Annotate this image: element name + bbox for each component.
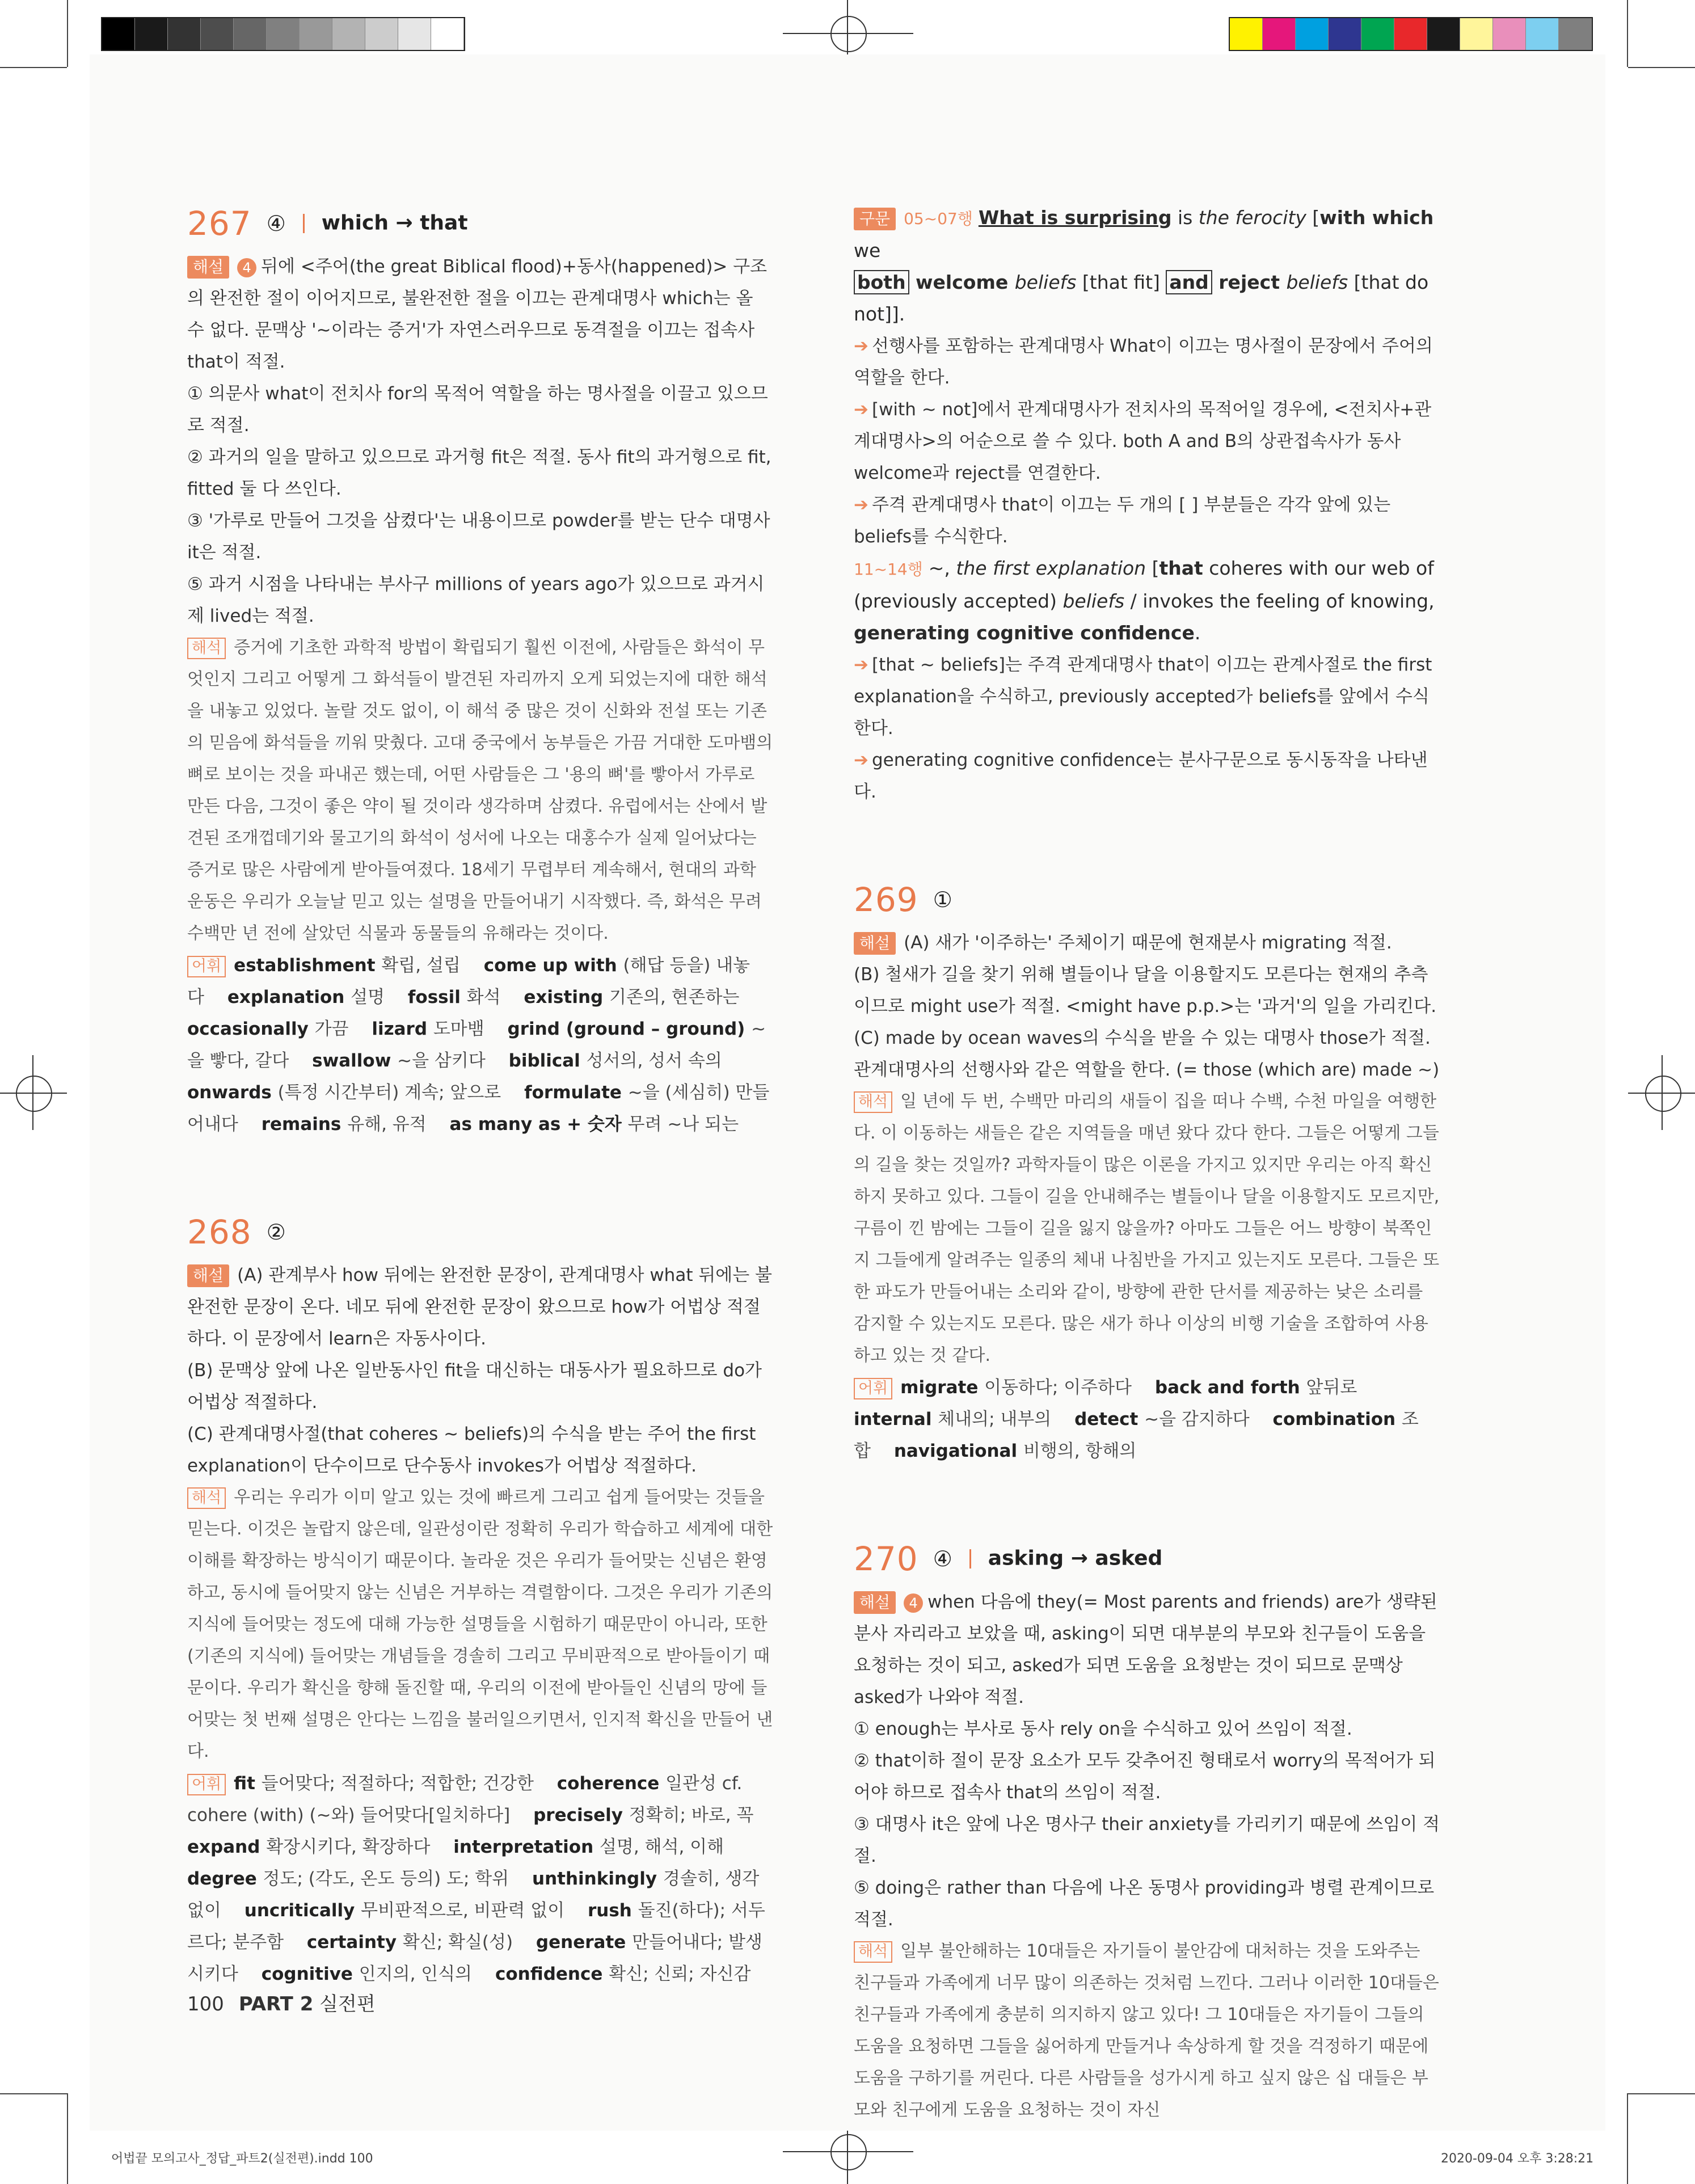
timestamp-slug: 2020-09-04 오후 3:28:21	[1441, 2152, 1594, 2166]
vocab-meaning: ~을 감지하다	[1144, 1409, 1273, 1430]
sentence-part: reject	[1212, 271, 1287, 293]
note-text: [that ~ beliefs]는 주격 관계대명사 that이 이끄는 관계사절로 the first explanation을 수식하고, previously accepted가 beliefs를 앞에서 수식한다.	[854, 655, 1432, 739]
answer-mark: ②	[266, 1219, 286, 1245]
vocab-word: degree	[187, 1869, 263, 1889]
color-swatch	[1493, 18, 1526, 50]
color-swatch	[431, 18, 464, 50]
sentence-part: with which	[1319, 206, 1434, 229]
solution-text: (C) made by ocean waves의 수식을 받을 수 있는 대명사 those가 적절. 관계대명사의 선행사와 같은 역할을 한다. (= those (which are) made ~)	[854, 1028, 1440, 1080]
vocab-meaning: 정확히; 바로, 꼭	[629, 1805, 771, 1825]
divider	[303, 214, 305, 233]
vocab-word: fossil	[407, 987, 467, 1007]
vocab-word: confidence	[495, 1964, 609, 1984]
translation-tag: 해석	[187, 638, 226, 659]
option-note: ② that이하 절이 문장 요소가 모두 갖추어진 형태로서 worry의 목적어가 되어야 하므로 접속사 that의 쓰임이 적절.	[854, 1751, 1436, 1803]
vocabulary-269	[854, 1372, 1442, 1467]
topic: asking → asked	[988, 1546, 1163, 1570]
translation-270	[854, 1936, 1442, 2126]
circled-number: 4	[904, 1593, 923, 1613]
sentence-part: [	[1146, 557, 1159, 579]
vocab-meaning: 정도; (각도, 온도 등의) 도; 학위	[263, 1869, 533, 1889]
vocab-meaning: 체내의; 내부의	[938, 1409, 1075, 1430]
vocab-meaning: 이동하다; 이주하다	[984, 1377, 1155, 1398]
sentence-part: and	[1166, 270, 1212, 294]
translation-text: 증거에 기초한 과학적 방법이 확립되기 훨씬 이전에, 사람들은 화석이 무엇인지 그리고 어떻게 그 화석들이 발견된 자리까지 오게 되었는지에 대한 해석을 내놓고 있었다. 놀랄 것도 없이, 이 해석 중 많은 것이 신화와 전설 또는 기존의 믿음에 화석들을 끼워 맞췄다. 고대 중국에서 농부들은 가끔 거대한 도마뱀의 뼈로 보이는 것을 파내곤 했는데, 어떤 사람들은 그 '용의 뼈'를 빻아서 가루로 만든 다음, 그것이 좋은 약이 될 것이라 생각하며 삼켰다. 유럽에서는 산에서 발견된 조개껍데기와 물고기의 화석이 성서에 나오는 대홍수가 실제 일어났다는 증거로 많은 사람에게 받아들여졌다. 18세기 무렵부터 계속해서, 현대의 과학 운동은 우리가 오늘날 믿고 있는 설명을 만들어내기 시작했다. 즉, 화석은 무려 수백만 년 전에 살았던 식물과 동물들의 유해라는 것이다.	[187, 638, 773, 943]
vocab-word: certainty	[306, 1932, 403, 1953]
vocab-meaning: 무려 ~나 되는	[627, 1114, 757, 1135]
vocab-meaning: 들어맞다; 적절하다; 적합한; 건강한	[261, 1773, 557, 1794]
solution-270	[854, 1586, 1442, 1713]
translation-269	[854, 1086, 1442, 1372]
vocab-word: combination	[1272, 1409, 1402, 1430]
color-swatch	[201, 18, 234, 50]
note-text: [with ~ not]에서 관계대명사가 전치사의 목적어일 경우에, <전치사+관계대명사>의 어순으로 쓸 수 있다. both A and B의 상관접속사가 동사 welcome과 reject를 연결한다.	[854, 399, 1432, 483]
vocab-word: come up with	[483, 955, 623, 976]
vocabulary-tag: 어휘	[187, 956, 226, 977]
color-swatch	[1427, 18, 1460, 50]
color-swatch	[102, 18, 135, 50]
vocab-meaning: 비행의, 항해의	[1023, 1441, 1154, 1461]
structure-note	[854, 649, 1442, 744]
solution-text: (B) 문맥상 앞에 나온 일반동사인 fit을 대신하는 대동사가 필요하므로 do가 어법상 적절하다.	[187, 1360, 762, 1413]
crop-mark	[67, 0, 68, 67]
sentence-part: generating cognitive confidence	[854, 622, 1195, 644]
question-267-header	[187, 200, 775, 245]
sentence-part: What is surprising	[978, 206, 1172, 229]
crop-mark	[1628, 67, 1695, 68]
vocab-meaning: 성서의, 성서 속의	[586, 1051, 740, 1071]
option-note: ③ 대명사 it은 앞에 나온 명사구 their anxiety를 가리키기 때문에 쓰임이 적절.	[854, 1814, 1440, 1866]
sentence-part: the first explanation	[956, 557, 1146, 579]
vocab-word: fit	[234, 1773, 262, 1794]
structure-note	[854, 330, 1442, 394]
structure-note	[854, 744, 1442, 808]
color-swatch	[300, 18, 332, 50]
answer-mark: ④	[266, 210, 286, 236]
topic: which → that	[321, 211, 468, 235]
solution-269	[854, 927, 1442, 959]
vocab-word: rush	[588, 1900, 638, 1921]
part-name: 실전편	[319, 1993, 376, 2016]
question-number: 270	[854, 1539, 918, 1578]
sentence-part: coheres with our web of (previously accepted)	[854, 557, 1434, 612]
sentence-part: beliefs	[1014, 271, 1077, 293]
vocab-word: navigational	[893, 1441, 1023, 1461]
color-swatch	[1526, 18, 1559, 50]
vocab-word: cognitive	[261, 1964, 359, 1984]
color-swatch	[168, 18, 201, 50]
vocab-meaning: ~을 삼키다	[397, 1051, 509, 1071]
question-269-header	[854, 876, 1442, 921]
gray-color-bar	[101, 17, 465, 51]
solution-text: (C) 관계대명사절(that coheres ~ beliefs)의 수식을 받는 주어 the first explanation이 단수이므로 단수동사 invokes가 어법상 적절하다.	[187, 1424, 756, 1476]
registration-mark	[783, 2151, 913, 2152]
color-swatch	[267, 18, 300, 50]
vocab-meaning: 유해, 유적	[347, 1114, 450, 1135]
sentence-part: we	[854, 239, 881, 262]
vocab-meaning: 기존의, 현존하는	[609, 987, 757, 1007]
question-number: 267	[187, 204, 252, 243]
option-note: ② 과거의 일을 말하고 있으므로 과거형 fit은 적절. 동사 fit의 과거형으로 fit, fitted 둘 다 쓰인다.	[187, 447, 771, 499]
solution-268	[187, 1259, 775, 1355]
translation-268	[187, 1482, 775, 1768]
vocab-meaning: 화석	[466, 987, 524, 1007]
structure-tag: 구문	[854, 208, 896, 230]
right-column	[854, 202, 1442, 2126]
vocab-meaning: ~을 (세심히) 만들어내다	[187, 1082, 770, 1135]
vocab-word: uncritically	[244, 1900, 361, 1921]
option-note: ⑤ 과거 시점을 나타내는 부사구 millions of years ago가 있으므로 과거시제 lived는 적절.	[187, 574, 765, 626]
sentence-part: .	[1194, 622, 1201, 644]
registration-mark	[1662, 1055, 1663, 1130]
vocab-word: formulate	[524, 1082, 628, 1103]
vocab-word: swallow	[312, 1051, 398, 1071]
note-text: generating cognitive confidence는 분사구문으로 동시동작을 나타낸다.	[854, 750, 1428, 802]
vocab-meaning: 돌진(하다); 서두르다; 분주함	[187, 1900, 765, 1953]
vocab-word: back and forth	[1154, 1377, 1306, 1398]
divider	[969, 1549, 971, 1569]
vocab-word: precisely	[533, 1805, 629, 1825]
solution-267	[187, 251, 775, 378]
vocabulary-tag: 어휘	[854, 1378, 892, 1399]
vocab-meaning: 가끔	[314, 1019, 372, 1039]
color-swatch	[332, 18, 365, 50]
option-note: ① enough는 부사로 동사 rely on을 수식하고 있어 쓰임이 적절.	[854, 1719, 1352, 1739]
answer-mark: ④	[933, 1546, 952, 1571]
vocab-meaning: 경솔히, 생각 없이	[187, 1869, 760, 1921]
vocab-word: grind (ground – ground)	[507, 1019, 752, 1039]
structure-sentence-1	[854, 202, 1442, 330]
vocab-word: lizard	[372, 1019, 433, 1039]
color-swatch	[135, 18, 168, 50]
translation-267	[187, 632, 775, 950]
color-swatch	[1296, 18, 1329, 50]
question-number: 269	[854, 880, 918, 919]
color-swatch	[1263, 18, 1296, 50]
crop-mark	[0, 2093, 67, 2094]
sentence-part: that	[1159, 557, 1203, 579]
registration-mark	[1645, 1076, 1681, 1112]
arrow-icon: ➔	[854, 399, 868, 420]
vocab-word: internal	[854, 1409, 938, 1430]
vocab-word: interpretation	[453, 1837, 600, 1857]
vocab-word: occasionally	[187, 1019, 315, 1039]
vocab-meaning: 일관성 cf. cohere (with) (~와) 들어맞다[일치하다]	[187, 1773, 743, 1825]
note-text: 주격 관계대명사 that이 이끄는 두 개의 [ ] 부분들은 각각 앞에 있는 beliefs를 수식한다.	[854, 495, 1391, 547]
option-note: ① 의문사 what이 전치사 for의 목적어 역할을 하는 명사절을 이끌고 있으므로 적절.	[187, 383, 768, 436]
vocab-word: coherence	[556, 1773, 666, 1794]
vocabulary-267	[187, 950, 775, 1140]
color-swatch	[1559, 18, 1592, 50]
vocab-word: unthinkingly	[532, 1869, 663, 1889]
sentence-part: both	[854, 270, 909, 294]
translation-text: 우리는 우리가 이미 알고 있는 것에 빠르게 그리고 쉽게 들어맞는 것들을 믿는다. 이것은 놀랍지 않은데, 일관성이란 정확히 우리가 학습하고 세계에 대한 이해를 확장하는 방식이기 때문이다. 놀라운 것은 우리가 들어맞는 신념은 환영하고, 동시에 들어맞지 않는 신념은 거부하는 격렬함이다. 그것은 우리가 기존의 지식에 들어맞는 정도에 대해 가능한 설명들을 시험하기 때문만이 아니라, 또한 (기존의 지식에) 들어맞는 개념들을 경솔히 그리고 무비판적으로 받아들이기 때문이다. 우리가 확신을 향해 돌진할 때, 우리의 이전에 받아들인 신념의 망에 들어맞는 첫 번째 설명은 안다는 느낌을 불러일으키면서, 인지적 확신을 만들어 낸다.	[187, 1487, 773, 1761]
structure-note	[854, 394, 1442, 489]
registration-mark	[0, 1093, 67, 1094]
solution-text: (A) 관계부사 how 뒤에는 완전한 문장이, 관계대명사 what 뒤에는 불완전한 문장이 온다. 네모 뒤에 완전한 문장이 왔으므로 how가 어법상 적절하다. 이 문장에서 learn은 자동사이다.	[187, 1265, 772, 1349]
registration-mark	[32, 1055, 33, 1130]
crop-mark	[1627, 0, 1628, 67]
color-swatch	[398, 18, 431, 50]
option-note: ⑤ doing은 rather than 다음에 나온 동명사 providing과 병렬 관계이므로 적절.	[854, 1878, 1435, 1930]
vocab-meaning: 확장시키다, 확장하다	[266, 1837, 454, 1857]
color-swatch	[1460, 18, 1493, 50]
vocab-meaning: 도마뱀	[433, 1019, 508, 1039]
sentence-part: [that fit]	[1076, 271, 1166, 293]
left-column	[187, 200, 775, 1990]
line-reference: 11~14행	[854, 560, 923, 579]
sentence-part: the ferocity	[1198, 206, 1306, 229]
vocab-meaning: (특정 시간부터) 계속; 앞으로	[277, 1082, 525, 1103]
translation-tag: 해석	[854, 1091, 892, 1113]
vocab-meaning: 확신; 신뢰; 자신감	[609, 1964, 769, 1984]
solution-text: (B) 철새가 길을 찾기 위해 별들이나 달을 이용할지도 모른다는 현재의 추측이므로 might use가 적절. <might have p.p.>는 '과거'의 일을 가리킨다.	[854, 964, 1437, 1017]
page-number: 100	[187, 1993, 224, 2016]
arrow-icon: ➔	[854, 750, 868, 770]
vocab-word: remains	[261, 1114, 348, 1135]
translation-text: 일부 불안해하는 10대들은 자기들이 불안감에 대처하는 것을 도와주는 친구들과 가족에게 너무 많이 의존하는 것처럼 느낀다. 그러나 이러한 10대들은 친구들과 가족에게 충분히 의지하지 않고 있다! 그 10대들은 자기들이 그들의 도움을 요청하면 그들을 싫어하게 만들거나 속상하게 할 것을 걱정하기 때문에 도움을 구하기를 꺼린다. 다른 사람들을 성가시게 하고 싶지 않은 십 대들은 부모와 친구에게 도움을 요청하는 것이 자신	[854, 1941, 1439, 2120]
vocab-meaning: 무비판적으로, 비판력 없이	[361, 1900, 588, 1921]
sentence-part: [	[1306, 206, 1320, 229]
crop-mark	[67, 2093, 68, 2184]
vocab-word: as many as + 숫자	[449, 1114, 628, 1135]
sentence-part: / invokes the feeling of knowing,	[1124, 590, 1435, 612]
color-swatch	[365, 18, 398, 50]
arrow-icon: ➔	[854, 495, 868, 515]
file-slug: 어법끝 모의고사_정답_파트2(실전편).indd 100	[111, 2152, 373, 2166]
vocab-meaning: 앞뒤로	[1306, 1377, 1375, 1398]
arrow-icon: ➔	[854, 655, 868, 675]
translation-tag: 해석	[854, 1941, 892, 1963]
structure-sentence-2	[854, 553, 1442, 649]
circled-number: 4	[237, 258, 256, 277]
solution-tag: 해설	[187, 1264, 229, 1287]
sentence-part: beliefs	[1286, 271, 1348, 293]
arrow-icon: ➔	[854, 336, 868, 356]
color-swatch	[234, 18, 267, 50]
page-footer	[187, 1988, 376, 2016]
vocabulary-268	[187, 1768, 775, 1990]
question-268-header	[187, 1208, 775, 1254]
vocab-word: detect	[1074, 1409, 1145, 1430]
vocab-meaning: (해답 등을) 내놓다	[187, 955, 750, 1007]
vocab-meaning: 확립, 설립	[381, 955, 484, 976]
vocab-word: existing	[524, 987, 610, 1007]
vocab-meaning: 설명, 해석, 이해	[599, 1837, 742, 1857]
note-text: 선행사를 포함하는 관계대명사 What이 이끄는 명사절이 문장에서 주어의 역할을 한다.	[854, 336, 1433, 388]
vocab-word: expand	[187, 1837, 267, 1857]
vocab-meaning: 만들어내다; 발생시키다	[187, 1932, 762, 1984]
translation-text: 일 년에 두 번, 수백만 마리의 새들이 집을 떠나 수백, 수천 마일을 여행한다. 이 이동하는 새들은 같은 지역들을 매년 왔다 갔다 한다. 그들은 어떻게 그들의 길을 찾는 것일까? 과학자들이 많은 이론을 가지고 있지만 우리는 아직 확신하지 못하고 있다. 그들이 길을 안내해주는 별들이나 달을 이용할지도 모르지만, 구름이 낀 밤에는 그들이 길을 잃지 않을까? 아마도 그들은 어느 방향이 북쪽인지 그들에게 알려주는 일종의 체내 나침반을 가지고 있는지도 모른다. 그들은 또한 파도가 만들어내는 소리와 같이, 방향에 관한 단서를 제공하는 낮은 소리를 감지할 수 있는지도 모른다. 많은 새가 하나 이상의 비행 기술을 조합하여 사용하고 있는 것 같다.	[854, 1091, 1440, 1365]
solution-text: when 다음에 they(= Most parents and friends) are가 생략된 분사 자리라고 보았을 때, asking이 되면 대부분의 부모와 친구들이 도움을 요청하는 것이 되고, asked가 되면 도움을 요청받는 것이 되므로 문맥상 asked가 나와야 적절.	[854, 1592, 1437, 1707]
part-label: PART 2	[238, 1993, 314, 2016]
solution-text: (A) 새가 '이주하는' 주체이기 때문에 현재분사 migrating 적절.	[904, 933, 1392, 953]
vocab-word: migrate	[900, 1377, 985, 1398]
vocab-meaning: ~을 빻다, 갈다	[187, 1019, 766, 1071]
vocab-meaning: 확신; 확실(성)	[402, 1932, 536, 1953]
option-note: ③ '가루로 만들어 그것을 삼켰다'는 내용이므로 powder를 받는 단수 대명사 it은 적절.	[187, 511, 770, 563]
vocab-meaning: 설명	[351, 987, 408, 1007]
translation-tag: 해석	[187, 1487, 226, 1509]
answer-mark: ①	[933, 887, 952, 912]
line-reference: 05~07행	[904, 209, 973, 228]
crop-mark	[0, 67, 67, 68]
vocabulary-tag: 어휘	[187, 1774, 226, 1795]
color-swatch	[1329, 18, 1361, 50]
registration-mark	[16, 1076, 52, 1112]
vocab-word: biblical	[508, 1051, 587, 1071]
vocab-word: establishment	[234, 955, 382, 976]
registration-mark	[830, 2134, 867, 2170]
sentence-part: ~,	[928, 557, 956, 579]
question-number: 268	[187, 1212, 252, 1251]
color-swatch	[1230, 18, 1263, 50]
sentence-part: [that do not]].	[854, 271, 1429, 325]
registration-mark	[830, 16, 867, 52]
vocab-word: explanation	[227, 987, 351, 1007]
color-swatch	[1394, 18, 1427, 50]
process-color-bar	[1229, 17, 1593, 51]
vocab-meaning: 인지의, 인식의	[359, 1964, 495, 1984]
solution-text: 뒤에 <주어(the great Biblical flood)+동사(happened)> 구조의 완전한 절이 이어지므로, 불완전한 절을 이끄는 관계대명사 which는 올 수 없다. 문맥상 '~이라는 증거'가 자연스러우므로 동격절을 이끄는 접속사 that이 적절.	[187, 256, 768, 372]
structure-note	[854, 489, 1442, 553]
sentence-part: welcome	[909, 271, 1015, 293]
sentence-part: beliefs	[1062, 590, 1125, 612]
color-swatch	[1361, 18, 1394, 50]
solution-tag: 해설	[187, 256, 229, 279]
vocab-word: onwards	[187, 1082, 278, 1103]
registration-mark	[783, 33, 913, 34]
solution-tag: 해설	[854, 932, 896, 955]
vocab-word: generate	[536, 1932, 633, 1953]
crop-mark	[1628, 2093, 1695, 2094]
question-270-header	[854, 1535, 1442, 1580]
solution-tag: 해설	[854, 1591, 896, 1614]
vocab-meaning: 조합	[854, 1409, 1419, 1461]
sentence-part: is	[1171, 206, 1199, 229]
crop-mark	[1627, 2093, 1628, 2184]
